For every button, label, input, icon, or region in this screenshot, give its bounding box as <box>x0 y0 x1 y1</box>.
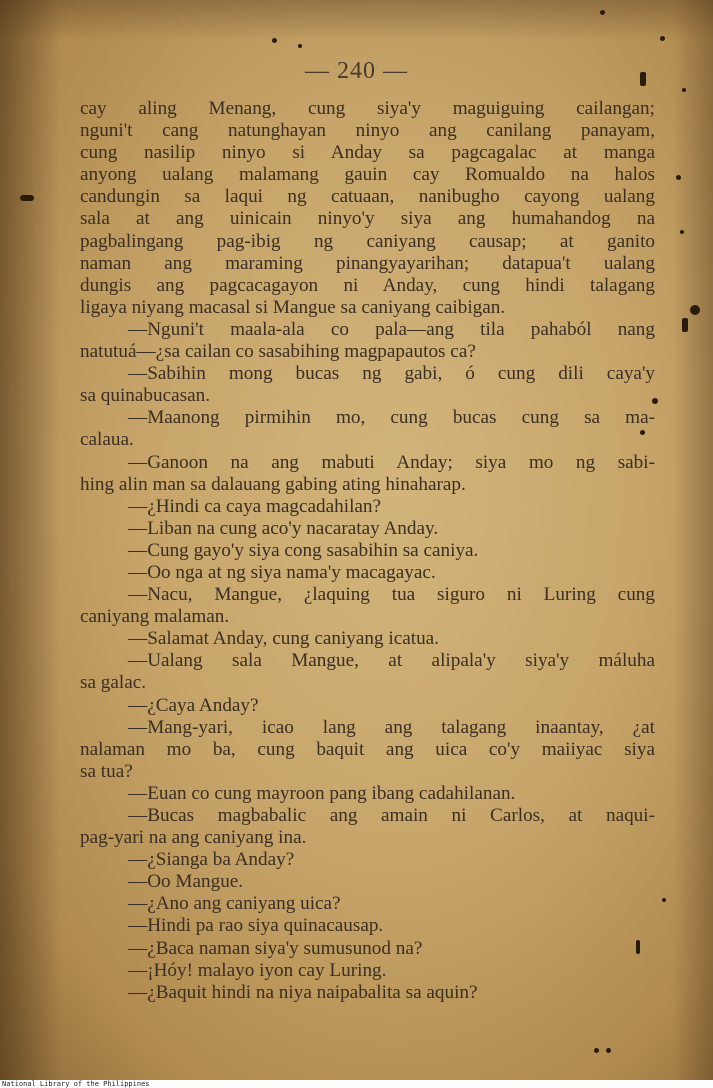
page-text <box>80 98 655 1004</box>
ink-speck <box>606 1048 611 1053</box>
text-line: sa quinabucasan. <box>80 385 211 407</box>
page-shadow-right <box>673 0 713 1080</box>
page-shadow-left <box>0 0 60 1080</box>
ink-speck <box>682 88 686 92</box>
text-line: —Cung gayo'y siya cong sasabihin sa caniya. <box>128 539 479 561</box>
page-number: — 240 — <box>305 58 408 84</box>
text-line: —Maanong pirmihin mo, cung bucas cung sa ma- <box>128 407 655 429</box>
ink-speck <box>272 38 277 43</box>
text-line: —Euan co cung mayroon pang ibang cadahilanan. <box>128 782 516 804</box>
footer-credit: National Library of the Philippines <box>2 1080 150 1088</box>
ink-speck <box>680 230 684 234</box>
text-line: caniyang malaman. <box>80 606 230 628</box>
text-line: natutuá—¿sa cailan co sasabihing magpapautos ca? <box>80 341 476 363</box>
text-line: —Nacu, Mangue, ¿laquing tua siguro ni Luring cung <box>128 584 655 606</box>
text-line: pag-yari na ang caniyang ina. <box>80 827 307 849</box>
ink-speck <box>676 175 681 180</box>
text-line: nalaman mo ba, cung baquit ang uica co'y maiiyac siya <box>80 738 655 760</box>
text-line: hing alin man sa dalauang gabing ating hinaharap. <box>80 473 466 495</box>
text-line: cay aling Menang, cung siya'y maguiguing cailangan; <box>80 98 655 119</box>
text-line: —¿Sianga ba Anday? <box>128 849 295 871</box>
text-line: —Salamat Anday, cung caniyang icatua. <box>128 628 439 650</box>
ink-speck <box>594 1048 599 1053</box>
text-line: —Sabihin mong bucas ng gabi, ó cung dili caya'y <box>128 363 655 385</box>
text-line: —¿Ano ang caniyang uica? <box>128 893 341 915</box>
ink-speck <box>690 305 700 315</box>
text-line: ligaya niyang macasal si Mangue sa caniyang caibigan. <box>80 296 506 318</box>
text-line: nguni't cang natunghayan ninyo ang canilang panayam, <box>80 120 655 142</box>
text-line: —Ualang sala Mangue, at alipala'y siya'y máluha <box>128 650 655 672</box>
ink-speck <box>662 898 666 902</box>
text-line: pagbalingang pag-ibig ng caniyang causap; at ganito <box>80 230 655 252</box>
text-line: —¿Baquit hindi na niya naipabalita sa aquin? <box>128 981 478 1003</box>
text-line: naman ang maraming pinangyayarihan; datapua't ualang <box>80 252 655 274</box>
ink-speck <box>20 195 34 201</box>
text-line: —Mang-yari, icao lang ang talagang inaantay, ¿at <box>128 716 655 738</box>
text-line: candungin sa laqui ng catuaan, nanibugho cayong ualang <box>80 186 655 208</box>
text-line: sa galac. <box>80 672 147 694</box>
text-line: —¡Hóy! malayo iyon cay Luring. <box>128 959 387 981</box>
text-line: calaua. <box>80 429 134 451</box>
text-line: —¿Baca naman siya'y sumusunod na? <box>128 937 423 959</box>
text-line: —Liban na cung aco'y nacaratay Anday. <box>128 517 439 539</box>
text-line: —Oo nga at ng siya nama'y macagayac. <box>128 561 436 583</box>
text-line: —¿Hindi ca caya magcadahilan? <box>128 495 382 517</box>
page-shadow-top <box>0 0 713 40</box>
ink-speck <box>660 36 665 41</box>
text-line: —Oo Mangue. <box>128 871 244 893</box>
text-line: —¿Caya Anday? <box>128 694 259 716</box>
text-line: anyong ualang malamang gauin cay Romualdo na halos <box>80 164 655 186</box>
ink-speck <box>298 44 302 48</box>
text-line: dungis ang pagcacagayon ni Anday, cung hindi talagang <box>80 274 655 296</box>
text-line: —Nguni't maala-ala co pala—ang tila pahaból nang <box>128 318 655 340</box>
text-line: sa tua? <box>80 760 133 782</box>
ink-speck <box>600 10 605 15</box>
ink-speck <box>682 318 688 332</box>
text-line: —Ganoon na ang mabuti Anday; siya mo ng sabi- <box>128 451 655 473</box>
text-line: —Hindi pa rao siya quinacausap. <box>128 915 384 937</box>
text-line: cung nasilip ninyo si Anday sa pagcagalac at manga <box>80 142 655 164</box>
text-line: —Bucas magbabalic ang amain ni Carlos, at naqui- <box>128 805 655 826</box>
text-line: sala at ang uinicain ninyo'y siya ang humahandog na <box>80 208 655 230</box>
